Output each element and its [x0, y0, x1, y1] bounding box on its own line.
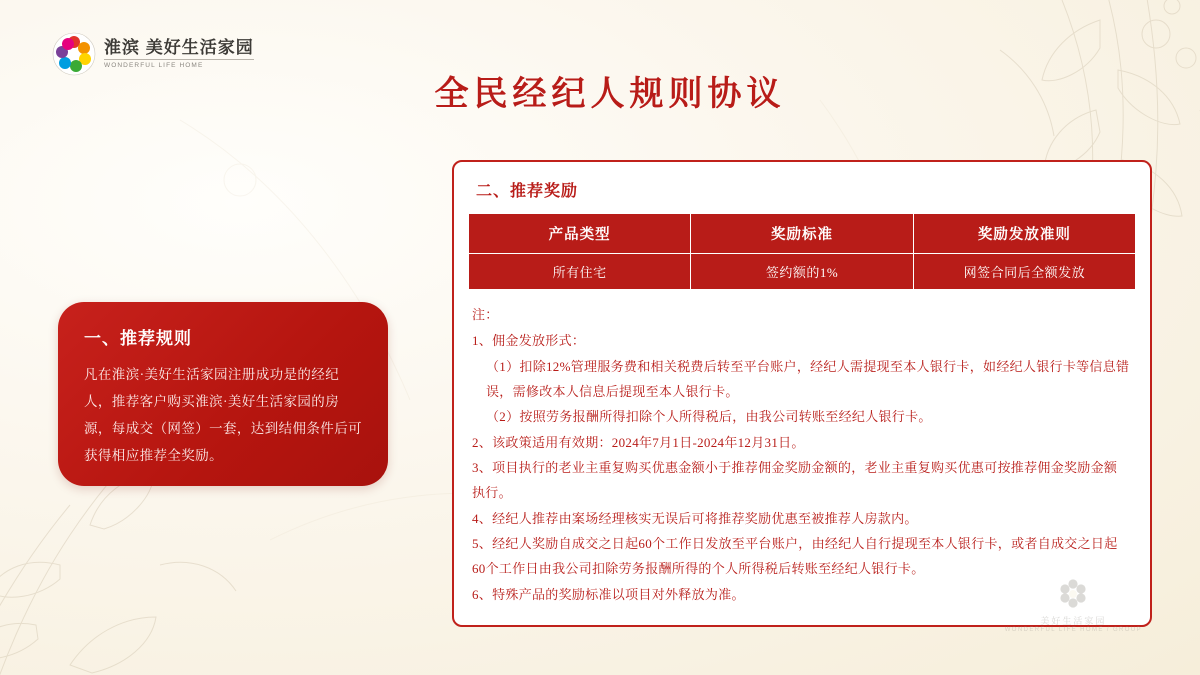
logo-divider: [104, 59, 254, 60]
note-item-6: 4、经纪人推荐由案场经理核实无误后可将推荐奖励优惠至被推荐人房款内。: [472, 510, 918, 526]
page-title: [0, 66, 1200, 115]
table-header-cell-product-type: 产品类型: [469, 214, 691, 254]
rules-card-body: 凡在淮滨·美好生活家园注册成功是的经纪人，推荐客户购买淮滨·美好生活家园的房源，每成交（网签）一套，达到结佣条件后可获得相应推荐全奖励。: [84, 367, 362, 463]
note-item-4: 2、该政策适用有效期：2024年7月1日-2024年12月31日。: [472, 434, 805, 450]
brand-name-cn: 淮滨 美好生活家园: [104, 37, 254, 57]
flower-circle-logo-icon-small: [1056, 577, 1090, 611]
note-item-5: 3、项目执行的老业主重复购买优惠金额小于推荐佣金奖励金额的，老业主重复购买优惠可按推荐佣金奖励金额执行。: [472, 460, 1118, 501]
note-item-7: 5、经纪人奖励自成交之日起60个工作日发放至平台账户，由经纪人自行提现至本人银行卡，或者自成交之日起60个工作日由我公司扣除劳务报酬所得的个人所得税后转账至经纪人银行卡。: [472, 536, 1118, 577]
note-item-1: 1、佣金发放形式：: [472, 333, 586, 349]
rules-card-heading: 一、推荐规则: [84, 329, 192, 348]
table-cell-product-type: 所有住宅: [469, 254, 691, 290]
table-header-row: [469, 214, 1136, 254]
rules-card: [58, 302, 388, 486]
footer-watermark: [1005, 577, 1142, 633]
table-row: [469, 254, 1136, 290]
brand-logo-text: [104, 39, 254, 70]
notes-label: 注：: [472, 307, 499, 322]
note-item-8: 6、特殊产品的奖励标准以项目对外释放为准。: [472, 586, 745, 602]
note-item-2: （1）扣除12%管理服务费和相关税费后转至平台账户，经纪人需提现至本人银行卡，如经纪人银行卡等信息错误，需修改本人信息后提现至本人银行卡。: [486, 358, 1130, 400]
table-header-cell-payout-rule: 奖励发放准则: [913, 214, 1135, 254]
note-item-3: （2）按照劳务报酬所得扣除个人所得税后，由我公司转账至经纪人银行卡。: [486, 409, 932, 425]
reward-panel: [452, 160, 1152, 627]
brand-name-en: WONDERFUL LIFE HOME: [104, 61, 204, 69]
table-header-cell-reward-standard: 奖励标准: [691, 214, 913, 254]
watermark-name-en: WONDERFUL LIFE HOME / GROUP: [1004, 627, 1142, 633]
page-title-text: 全民经纪人规则协议: [434, 76, 786, 113]
table-cell-reward-standard: 签约额的1%: [691, 254, 913, 290]
watermark-name-cn: 美好生活家园: [1040, 616, 1107, 626]
reward-panel-heading: 二、推荐奖励: [476, 183, 579, 200]
notes-section: [468, 302, 1136, 607]
table-cell-payout-rule: 网签合同后全额发放: [913, 254, 1135, 290]
reward-table: [468, 213, 1136, 290]
